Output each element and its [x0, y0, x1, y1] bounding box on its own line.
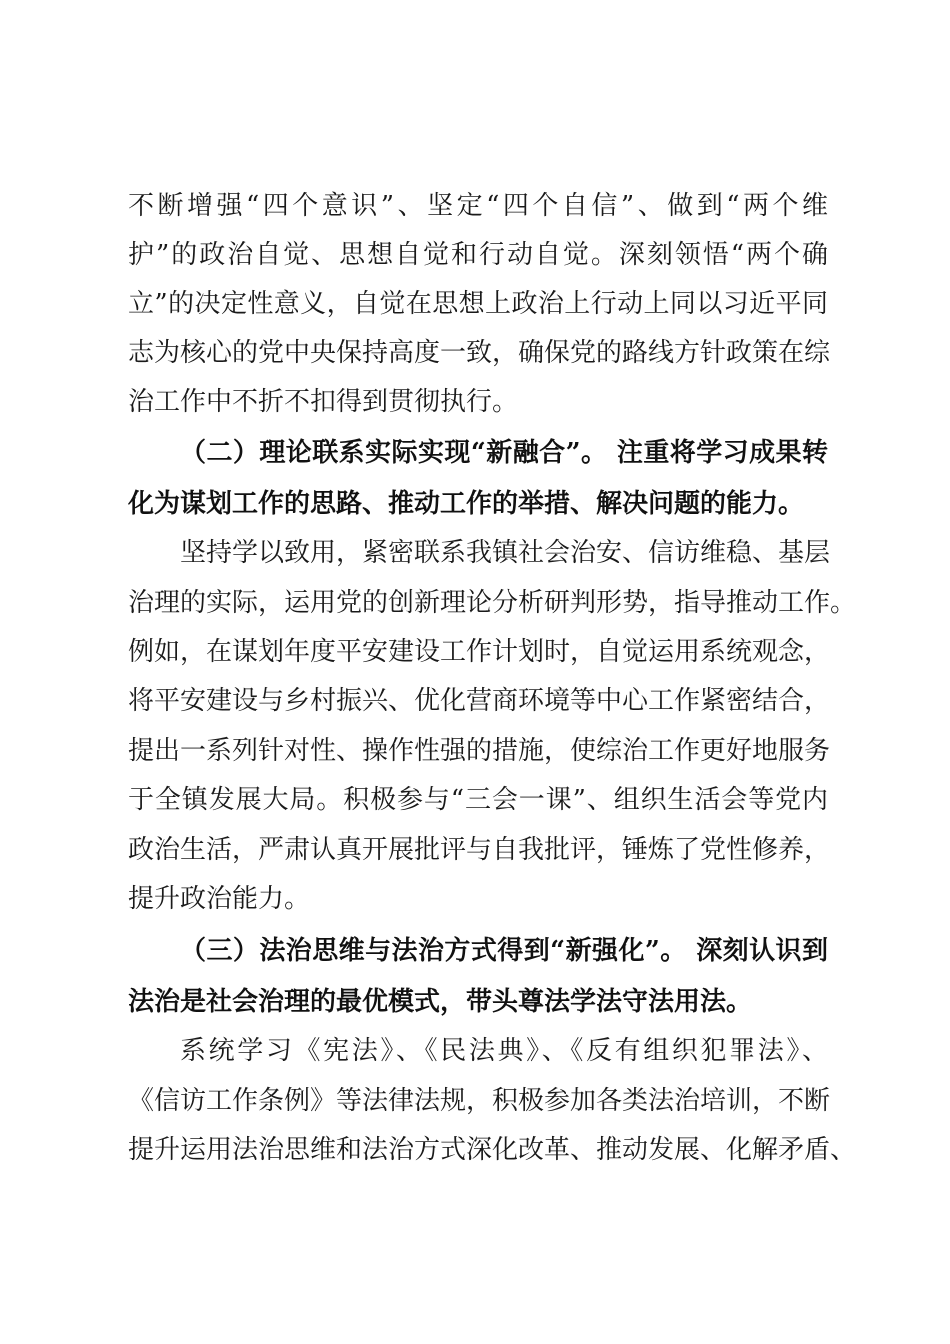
paragraph-3-line-3: 例如，在谋划年度平安建设工作计划时，自觉运用系统观念，: [128, 637, 831, 667]
paragraph-1-line-3: 立”的决定性意义，自觉在思想上政治上行动上同以习近平同: [128, 289, 828, 319]
paragraph-1-line-2: 护”的政治自觉、思想自觉和行动自觉。深刻领悟“两个确: [128, 240, 828, 270]
section-heading-3-line-2: 法治是社会治理的最优模式，带头尊法学法守法用法。: [128, 987, 753, 1017]
paragraph-5-line-2: 《信访工作条例》等法律法规，积极参加各类法治培训，不断: [128, 1086, 831, 1116]
section-heading-2-line-2: 化为谋划工作的思路、推动工作的举措、解决问题的能力。: [128, 489, 805, 519]
paragraph-1-line-1: 不断增强“四个意识”、坚定“四个自信”、做到“两个维: [128, 191, 828, 221]
paragraph-3-line-1: 坚持学以致用，紧密联系我镇社会治安、信访维稳、基层: [180, 538, 831, 568]
section-heading-2-line-1: （二）理论联系实际实现“新融合”。 注重将学习成果转: [180, 438, 828, 468]
paragraph-1-line-5: 治工作中不折不扣得到贯彻执行。: [128, 387, 519, 417]
paragraph-3-line-7: 政治生活，严肃认真开展批评与自我批评，锤炼了党性修养，: [128, 835, 831, 865]
section-heading-3-line-1: （三）法治思维与法治方式得到“新强化”。 深刻认识到: [180, 936, 828, 966]
paragraph-3-line-2: 治理的实际，运用党的创新理论分析研判形势，指导推动工作。: [128, 588, 857, 618]
paragraph-5-line-3: 提升运用法治思维和法治方式深化改革、推动发展、化解矛盾、: [128, 1135, 857, 1165]
paragraph-3-line-4: 将平安建设与乡村振兴、优化营商环境等中心工作紧密结合，: [128, 686, 831, 716]
paragraph-3-line-5: 提出一系列针对性、操作性强的措施，使综治工作更好地服务: [128, 736, 831, 766]
paragraph-3-line-8: 提升政治能力。: [128, 884, 311, 914]
paragraph-1-line-4: 志为核心的党中央保持高度一致，确保党的路线方针政策在综: [128, 338, 831, 368]
paragraph-3-line-6: 于全镇发展大局。积极参与“三会一课”、组织生活会等党内: [128, 785, 828, 815]
paragraph-5-line-1: 系统学习《宪法》、《民法典》、《反有组织犯罪法》、: [180, 1036, 828, 1066]
